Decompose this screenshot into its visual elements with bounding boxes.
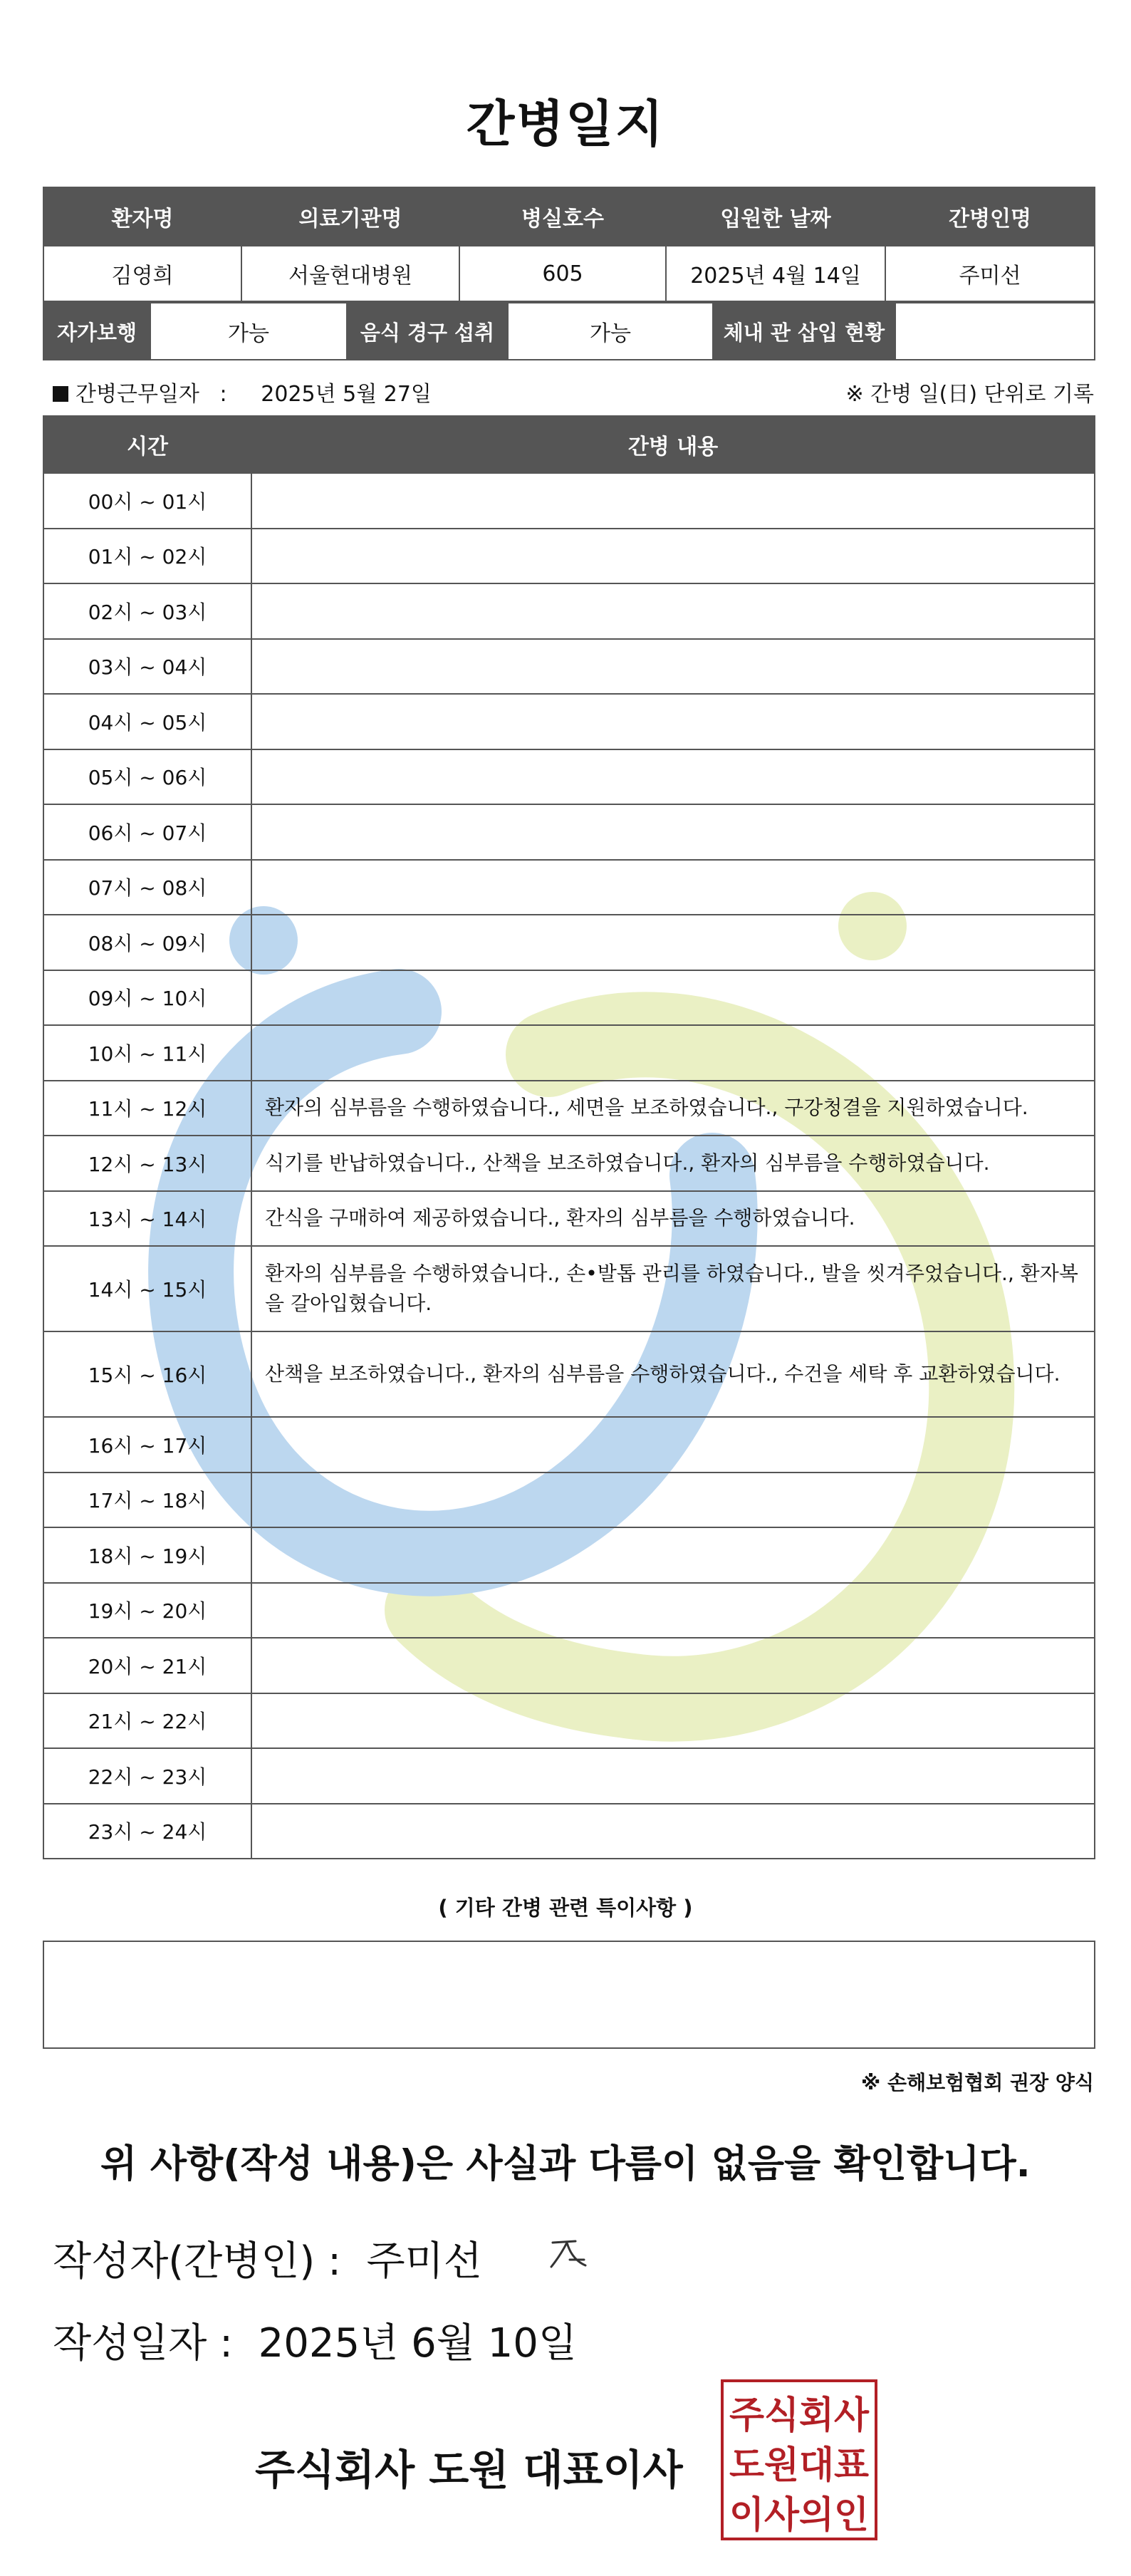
header-care-content: 간병 내용 (251, 416, 1095, 473)
value-room-number: 605 (459, 246, 666, 301)
header-time: 시간 (43, 416, 251, 473)
work-date-separator: : (219, 382, 227, 407)
content-cell (251, 970, 1095, 1026)
content-cell (251, 1804, 1095, 1859)
content-cell (251, 1527, 1095, 1583)
time-cell: 20시 ~ 21시 (43, 1638, 251, 1693)
content-cell: 산책을 보조하였습니다., 환자의 심부름을 수행하였습니다., 수건을 세탁 후 교환하였습니다. (251, 1331, 1095, 1417)
time-cell: 02시 ~ 03시 (43, 583, 251, 639)
content-cell (251, 1693, 1095, 1749)
care-log-table (43, 415, 1095, 1859)
table-row (43, 583, 1095, 639)
table-row (43, 1527, 1095, 1583)
content-cell (251, 1583, 1095, 1638)
time-cell: 17시 ~ 18시 (43, 1473, 251, 1528)
work-date-value: 2025년 5월 27일 (261, 382, 432, 407)
time-cell: 05시 ~ 06시 (43, 749, 251, 805)
content-cell: 식기를 반납하였습니다., 산책을 보조하였습니다., 환자의 심부름을 수행하였습니다. (251, 1136, 1095, 1191)
oral-intake-label: 음식 경구 섭취 (347, 303, 508, 360)
writer-label: 작성자(간병인) : (53, 2238, 341, 2285)
status-info-row (43, 303, 1095, 360)
time-cell: 21시 ~ 22시 (43, 1693, 251, 1749)
writer-line (53, 2230, 482, 2287)
writer-name: 주미선 (366, 2238, 482, 2285)
write-date-value: 2025년 6월 10일 (258, 2320, 577, 2367)
table-row (43, 1473, 1095, 1528)
self-walk-label: 자가보행 (43, 303, 150, 360)
company-seal (721, 2379, 877, 2540)
content-cell (251, 804, 1095, 860)
content-cell: 간식을 구매하여 제공하였습니다., 환자의 심부름을 수행하였습니다. (251, 1191, 1095, 1247)
confirmation-statement: 위 사항(작성 내용)은 사실과 다름이 없음을 확인합니다. (100, 2142, 1031, 2186)
header-patient-name: 환자명 (43, 187, 241, 246)
patient-info-header-row (43, 187, 1095, 246)
oral-intake-value: 가능 (508, 303, 713, 360)
company-representative: 주식회사 도원 대표이사 (255, 2446, 683, 2494)
work-date-line (53, 376, 432, 407)
table-row (43, 1748, 1095, 1804)
table-row (43, 1081, 1095, 1136)
time-cell: 22시 ~ 23시 (43, 1748, 251, 1804)
time-cell: 09시 ~ 10시 (43, 970, 251, 1026)
content-cell (251, 583, 1095, 639)
time-cell: 16시 ~ 17시 (43, 1417, 251, 1473)
content-cell (251, 915, 1095, 970)
time-cell: 15시 ~ 16시 (43, 1331, 251, 1417)
content-cell (251, 860, 1095, 915)
header-admission-date: 입원한 날짜 (666, 187, 885, 246)
content-cell (251, 473, 1095, 529)
content-cell (251, 694, 1095, 749)
table-row (43, 749, 1095, 805)
tube-value (895, 303, 1095, 360)
seal-glyphs (724, 2382, 875, 2538)
content-cell (251, 1417, 1095, 1473)
table-row (43, 915, 1095, 970)
time-cell: 13시 ~ 14시 (43, 1191, 251, 1247)
time-cell: 12시 ~ 13시 (43, 1136, 251, 1191)
time-cell: 23시 ~ 24시 (43, 1804, 251, 1859)
svg-text:주식회사: 주식회사 (729, 2394, 870, 2437)
table-row (43, 1583, 1095, 1638)
square-bullet-icon (53, 386, 68, 402)
content-cell (251, 1748, 1095, 1804)
header-hospital-name: 의료기관명 (241, 187, 459, 246)
table-row (43, 970, 1095, 1026)
table-row (43, 639, 1095, 695)
table-row (43, 1246, 1095, 1331)
work-date-label: 간병근무일자 (75, 382, 199, 407)
time-cell: 06시 ~ 07시 (43, 804, 251, 860)
time-cell: 01시 ~ 02시 (43, 529, 251, 584)
care-log-header-row (43, 416, 1095, 473)
value-admission-date: 2025년 4월 14일 (666, 246, 885, 301)
table-row (43, 1804, 1095, 1859)
write-date-label: 작성일자 : (53, 2320, 234, 2367)
content-cell: 환자의 심부름을 수행하였습니다., 손•발톱 관리를 하였습니다., 발을 씻겨주었습니다., 환자복을 갈아입혔습니다. (251, 1246, 1095, 1331)
table-row (43, 694, 1095, 749)
write-date-line (53, 2312, 577, 2369)
table-row (43, 529, 1095, 584)
table-row (43, 804, 1095, 860)
other-notes-label: ( 기타 간병 관련 특이사항 ) (438, 1896, 693, 1920)
value-caregiver-name: 주미선 (885, 246, 1095, 301)
patient-info-table (43, 187, 1095, 302)
patient-info-value-row (43, 246, 1095, 301)
time-cell: 14시 ~ 15시 (43, 1246, 251, 1331)
table-row (43, 1191, 1095, 1247)
value-hospital-name: 서울현대병원 (241, 246, 459, 301)
table-row (43, 473, 1095, 529)
svg-text:도원대표: 도원대표 (729, 2444, 869, 2487)
value-patient-name: 김영희 (43, 246, 241, 301)
content-cell (251, 529, 1095, 584)
time-cell: 03시 ~ 04시 (43, 639, 251, 695)
table-row (43, 1417, 1095, 1473)
content-cell (251, 1025, 1095, 1081)
tube-label: 체내 관 삽입 현황 (713, 303, 895, 360)
table-row (43, 1693, 1095, 1749)
time-cell: 10시 ~ 11시 (43, 1025, 251, 1081)
content-cell (251, 1473, 1095, 1528)
time-cell: 08시 ~ 09시 (43, 915, 251, 970)
content-cell (251, 749, 1095, 805)
time-cell: 18시 ~ 19시 (43, 1527, 251, 1583)
header-caregiver-name: 간병인명 (885, 187, 1095, 246)
time-cell: 00시 ~ 01시 (43, 473, 251, 529)
page-title: 간병일지 (466, 95, 665, 153)
table-row (43, 1025, 1095, 1081)
table-row (43, 1638, 1095, 1693)
time-cell: 11시 ~ 12시 (43, 1081, 251, 1136)
svg-text:이사의인: 이사의인 (729, 2494, 869, 2537)
table-row (43, 860, 1095, 915)
content-cell (251, 639, 1095, 695)
self-walk-value: 가능 (150, 303, 347, 360)
status-info-table (43, 302, 1095, 360)
table-row (43, 1331, 1095, 1417)
time-cell: 04시 ~ 05시 (43, 694, 251, 749)
header-room-number: 병실호수 (459, 187, 666, 246)
record-unit-note: ※ 간병 일(日) 단위로 기록 (845, 382, 1094, 407)
association-note: ※ 손해보험협회 권장 양식 (861, 2071, 1094, 2094)
time-cell: 19시 ~ 20시 (43, 1583, 251, 1638)
content-cell (251, 1638, 1095, 1693)
handwritten-signature (548, 2235, 591, 2271)
time-cell: 07시 ~ 08시 (43, 860, 251, 915)
other-notes-box (43, 1941, 1095, 2049)
table-row (43, 1136, 1095, 1191)
content-cell: 환자의 심부름을 수행하였습니다., 세면을 보조하였습니다., 구강청결을 지원하였습니다. (251, 1081, 1095, 1136)
care-log-body (43, 473, 1095, 1859)
